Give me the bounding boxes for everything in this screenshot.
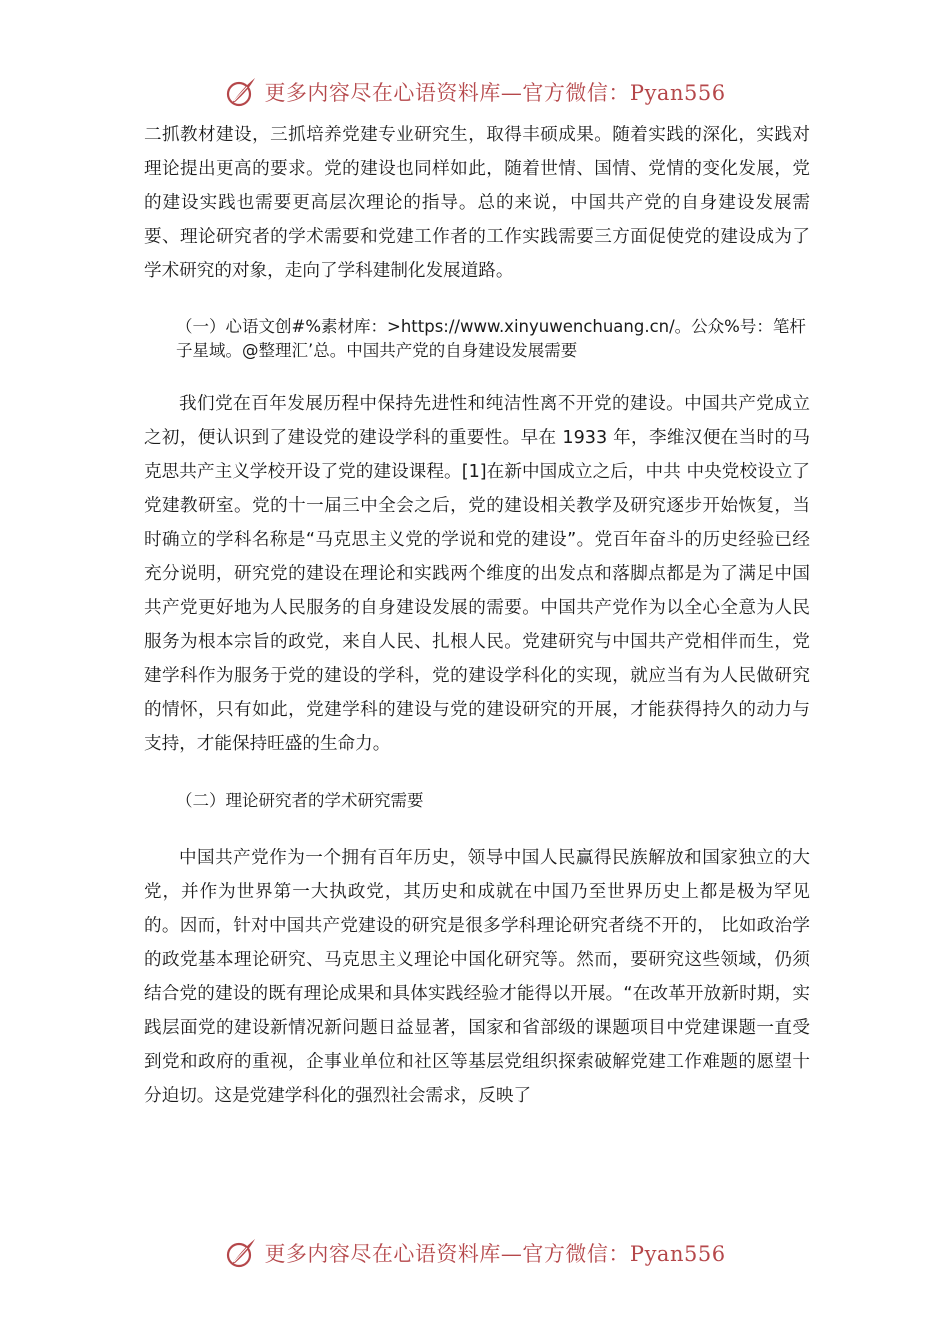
document-body (144, 118, 810, 1113)
quill-logo-icon (224, 75, 258, 109)
quill-logo-icon (224, 1236, 258, 1270)
header-banner (0, 70, 950, 114)
paragraph-intro: 二抓教材建设，三抓培养党建专业研究生，取得丰硕成果。随着实践的深化，实践对理论提出更高的要求。党的建设也同样如此，随着世情、国情、党情的变化发展，党的建设实践也需要更高层次理论的指导。总的来说，中国共产党的自身建设发展需要、理论研究者的学术需要和党建工作者的工作实践需要三方面促使党的建设成为了学术研究的对象，走向了学科建制化发展道路。 (144, 125, 810, 281)
paragraph-academic-needs: 中国共产党作为一个拥有百年历史，领导中国人民赢得民族解放和国家独立的大党，并作为世界第一大执政党，其历史和成就在中国乃至世界历史上都是极为罕见的。因而，针对中国共产党建设的研究是很多学科理论研究者绕不开的， 比如政治学的政党基本理论研究、马克思主义理论中国化研究等。然而，要研究这些领域，仍须结合党的建设的既有理论成果和具体实践经验才能得以开展。“在改革开放新时期，实践层面党的建设新情况新问题日益显著，国家和省部级的课题项目中党建课题一直受到党和政府的重视，企事业单位和社区等基层党组织探索破解党建工作难题的愿望十分迫切。这是党建学科化的强烈社会需求，反映了 (144, 848, 810, 1106)
section-heading-one: （一）心语文创#%素材库：>https://www.xinyuwenchuang.cn/。公众%号：笔杆子星域。@整理汇’总。中国共产党的自身建设发展需要 (176, 317, 806, 360)
paragraph-self-building: 我们党在百年发展历程中保持先进性和纯洁性离不开党的建设。中国共产党成立之初，便认识到了建设党的建设学科的重要性。早在 1933 年，李维汉便在当时的马克思共产主义学校开设了党的建设课程。[1]在新中国成立之后，中共 中央党校设立了党建教研室。党的十一届三中全会之后，党的建设相关教学及研究逐步开始恢复，当时确立的学科名称是“马克思主义党的学说和党的建设”。党百年奋斗的历史经验已经充分说明，研究党的建设在理论和实践两个维度的出发点和落脚点都是为了满足中国共产党更好地为人民服务的自身建设发展的需要。中国共产党作为以全心全意为人民服务为根本宗旨的政党，来自人民、扎根人民。党建研究与中国共产党相伴而生，党建学科作为服务于党的建设的学科，党的建设学科化的实现，就应当有为人民做研究的情怀，只有如此，党建学科的建设与党的建设研究的开展，才能获得持久的动力与支持，才能保持旺盛的生命力。 (144, 394, 810, 754)
header-banner-text: 更多内容尽在心语资料库—官方微信：Pyan556 (264, 81, 726, 105)
footer-banner-text: 更多内容尽在心语资料库—官方微信：Pyan556 (264, 1242, 726, 1266)
section-heading-two: （二）理论研究者的学术研究需要 (176, 791, 424, 810)
footer-banner (0, 1231, 950, 1275)
